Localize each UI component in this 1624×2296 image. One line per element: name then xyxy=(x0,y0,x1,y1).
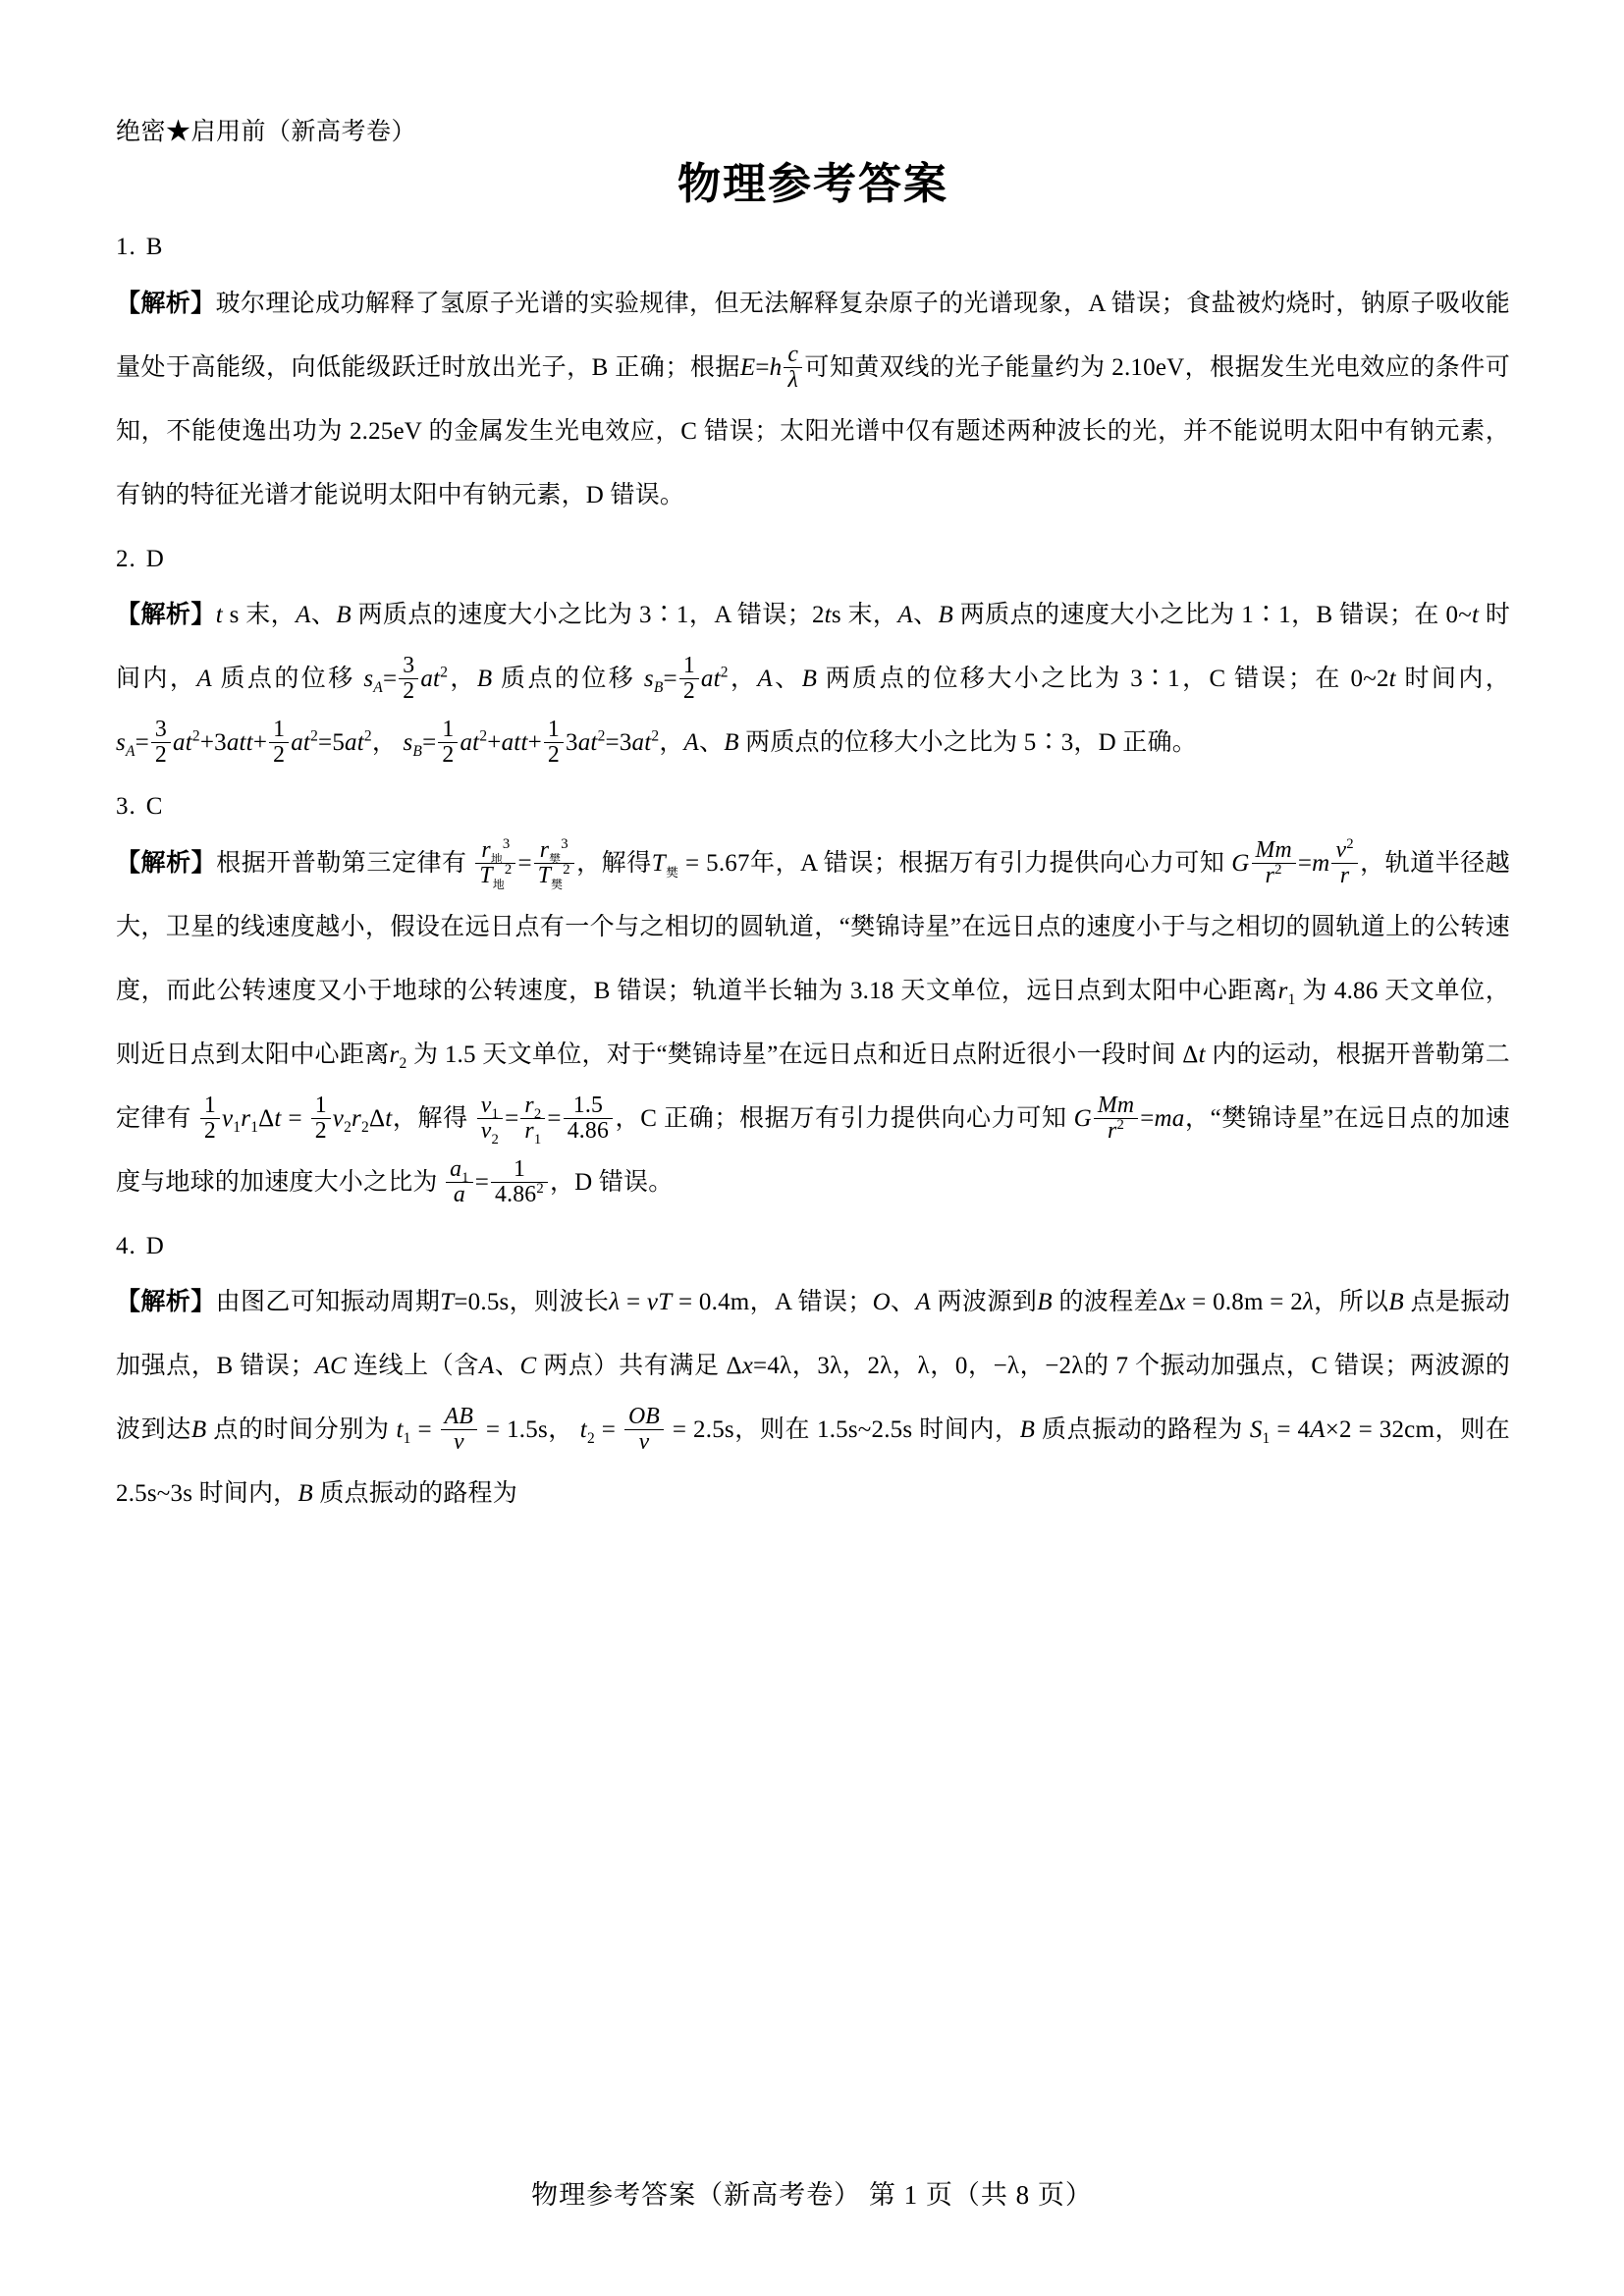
q3-v2: v xyxy=(332,1104,345,1132)
q3-s9: ，“樊锦诗星”在远日点的加速度与地球的加速度大小之比为 xyxy=(116,1104,1510,1196)
q2-frac-1-2c xyxy=(438,718,458,768)
q4-s7: 点是振动加强点，B 错误； xyxy=(116,1289,1510,1379)
q2-exp: 2 xyxy=(310,727,319,745)
q2-t4: t xyxy=(1388,666,1396,692)
q2-t1: t xyxy=(215,602,223,628)
analysis-tag: 【解析】 xyxy=(116,849,217,877)
q4-x1: x xyxy=(1174,1289,1186,1315)
q3-vv1-sub: 1 xyxy=(491,1105,500,1122)
q3-rrr1-sub: 1 xyxy=(533,1131,542,1148)
q3-frac-1-486sq xyxy=(491,1157,548,1207)
q4-s15: 质点振动的路程为 xyxy=(1035,1416,1243,1443)
q2-formula-sB-2t: $s_B=$ $\frac{1}{2}$ $at^2+att+$ $\frac{1}{2}$ $3at^2=3at^2$ xyxy=(403,717,660,769)
q2-s16: 、 xyxy=(699,729,725,756)
q2-B1: B xyxy=(336,602,352,628)
q3-frac-num xyxy=(520,1092,545,1122)
q2-exp: 2 xyxy=(363,727,372,745)
q4-S1-sub: 1 xyxy=(1262,1430,1271,1447)
q3-s8: ，C 正确；根据万有引力提供向心力可知 xyxy=(615,1104,1067,1132)
q2-A5: A xyxy=(683,729,700,756)
q3-vv2: v xyxy=(480,1117,492,1144)
q2-A1: A xyxy=(296,602,311,628)
q2-formula-sB: $s_B=$ $\frac{1}{2}$ $at^2$ xyxy=(643,653,729,705)
q3-frac-half-2 xyxy=(311,1094,331,1144)
security-header: 绝密★启用前（新高考卷） xyxy=(116,119,417,145)
q4-B5: B xyxy=(298,1480,313,1507)
page-title: 物理参考答案 xyxy=(677,159,948,209)
q2-s11: 、 xyxy=(772,666,802,692)
q2-s4: 、 xyxy=(912,602,939,628)
q3-frac-a1-a xyxy=(446,1157,473,1207)
q3-frac-num xyxy=(534,836,574,866)
q4-B1: B xyxy=(1037,1289,1053,1315)
q4-A1: A xyxy=(915,1289,931,1315)
q4-AC: AC xyxy=(314,1353,348,1379)
q2-frac-num: 1 xyxy=(547,717,560,743)
q2-frac-den: 2 xyxy=(679,678,699,704)
q3-t-b: t xyxy=(385,1104,393,1132)
q3-r: r xyxy=(1265,862,1275,888)
question-4-answer: D xyxy=(145,1232,165,1259)
page-content xyxy=(116,118,1510,1525)
q3-frac-num: 1 xyxy=(314,1092,327,1118)
q3-s1: ，解得 xyxy=(575,849,652,877)
question-4-analysis xyxy=(116,1270,1510,1525)
q4-t1: t xyxy=(396,1416,404,1443)
q4-s0: 由图乙可知振动周期 xyxy=(215,1289,441,1315)
q3-frac-num xyxy=(1331,838,1357,863)
q4-t1-sub: 1 xyxy=(403,1430,411,1447)
q4-s2: ，A 错误； xyxy=(749,1289,873,1315)
q3-formula-accel-ratio: $\frac{a_1}{a}$ = $\frac{1}{4.86^2}$ xyxy=(444,1169,550,1196)
q3-rrr1: r xyxy=(524,1117,534,1144)
q3-frac-v1-v2 xyxy=(477,1092,503,1148)
q4-O: O xyxy=(872,1289,891,1315)
q4-lambda: λ xyxy=(609,1289,621,1315)
q4-formula-S1: $S_1 = 4A\times 2 = 32cm$ xyxy=(1249,1416,1435,1447)
q3-frac-den xyxy=(1094,1118,1138,1144)
q3-frac-15-486 xyxy=(564,1094,613,1144)
q4-frac-den: v xyxy=(441,1429,477,1455)
q3-rrr2-sub: 2 xyxy=(533,1105,542,1122)
q3-rb: r xyxy=(1108,1117,1117,1144)
q3-a1: a xyxy=(450,1155,462,1182)
q2-m3: at xyxy=(291,729,311,756)
q1-h: h xyxy=(769,353,783,381)
q3-v1: v xyxy=(222,1104,234,1132)
q3-rr1: r xyxy=(241,1104,251,1132)
q2-at2-a: at xyxy=(420,666,441,692)
q4-s8: 连线上（含 xyxy=(347,1353,479,1379)
q3-frac-den: 4.86$^2$ xyxy=(491,1182,548,1207)
q3-vv2-sub: 2 xyxy=(491,1131,500,1148)
q3-s7: ，解得 xyxy=(392,1104,468,1132)
q3-r2: r xyxy=(389,1041,400,1068)
q3-s0: 根据开普勒第三定律有 xyxy=(216,849,467,877)
question-2-number: 2. xyxy=(116,545,136,572)
q3-ma: ma xyxy=(1154,1104,1185,1132)
q2-s8: ， xyxy=(448,666,477,692)
q3-T-earth: T xyxy=(479,862,493,888)
q4-s14: ，则在 1.5s~2.5s 时间内， xyxy=(733,1416,1020,1443)
question-3-answer: C xyxy=(145,793,164,820)
q4-formula-wavelength: λ = vT = 0.4m xyxy=(609,1289,750,1315)
q3-r1: r xyxy=(1277,977,1288,1004)
q3-exp2: 2 xyxy=(1346,836,1354,852)
q2-s1: 、 xyxy=(310,602,337,628)
q3-period-result: $T_樊 = 5.67$年 xyxy=(651,849,776,880)
q3-frac-v2-r xyxy=(1331,838,1357,888)
q3-exp2: 2 xyxy=(563,861,570,878)
q3-vv1: v xyxy=(480,1092,492,1118)
q1-text-a: 玻尔理论成功解释了氢原子光谱的实验规律，但无法解释复杂原子的光谱现象，A 错误；食盐被灼烧时，钠原子吸收能量处于高能级，向低能级跃迁时放出光子，B 正确；根据 xyxy=(116,290,1510,381)
q3-exp2: 2 xyxy=(1274,861,1282,878)
q2-m7: at xyxy=(577,729,598,756)
q1-frac-num: c xyxy=(787,341,799,367)
q1-frac-den: λ xyxy=(784,367,802,393)
q3-frac-num: 1 xyxy=(513,1155,526,1182)
q2-B3: B xyxy=(476,666,493,692)
q2-frac-num: 1 xyxy=(682,653,695,679)
q4-t2: t xyxy=(579,1416,587,1443)
q4-A3: A xyxy=(1310,1416,1326,1443)
q3-m: m xyxy=(1312,849,1330,877)
q3-s3: ，轨道半径越大，卫星的线速度越小，假设在远日点有一个与之相切的圆轨道，“樊锦诗星”在远日点的速度小于与之相切的圆轨道上的公转速度，而此公转速度又小于地球的公转速度，B 错误；轨道半长轴为 3.18 天文单位，远日点到太阳中心距离 xyxy=(116,849,1510,1004)
q3-frac-den xyxy=(477,1117,503,1148)
q2-m8: at xyxy=(631,729,652,756)
q2-frac-den: 2 xyxy=(151,742,171,768)
q2-t3: t xyxy=(1471,602,1480,628)
q3-s5: 为 1.5 天文单位，对于“樊锦诗星”在远日点和近日点附近很小一段时间 Δ xyxy=(406,1041,1199,1068)
q3-frac-den: a xyxy=(446,1182,473,1207)
q3-rrr2: r xyxy=(524,1092,534,1118)
q4-x2: x xyxy=(741,1353,754,1379)
q4-frac-AB-v xyxy=(441,1405,477,1455)
q3-frac-num xyxy=(475,836,515,866)
q2-s9: 质点的位移 xyxy=(492,666,636,692)
question-1-analysis xyxy=(116,272,1510,527)
q4-lambda2: λ xyxy=(1302,1289,1314,1315)
q3-v: v xyxy=(1335,836,1347,863)
q2-sB-sym: $s_B$ xyxy=(643,666,664,696)
q4-C1: C xyxy=(519,1353,537,1379)
q2-exp: 2 xyxy=(191,727,200,745)
q3-s10: ，D 错误。 xyxy=(549,1168,674,1196)
analysis-tag: 【解析】 xyxy=(116,602,216,628)
question-1-answer: B xyxy=(145,234,164,260)
q3-frac-den xyxy=(1252,863,1296,888)
q2-s2: 两质点的速度大小之比为 3∶1，A 错误；2 xyxy=(351,602,825,628)
q1-eq: = xyxy=(755,353,770,381)
q2-frac-den: 2 xyxy=(438,742,458,768)
q2-frac-num: 3 xyxy=(154,717,167,743)
q2-s6: 时间内， xyxy=(116,602,1511,692)
q3-exp2: 2 xyxy=(1116,1116,1125,1133)
q2-s17: 两质点的位移大小之比为 5∶3，D 正确。 xyxy=(738,729,1197,756)
q3-exp2: 2 xyxy=(504,861,513,878)
q3-sub-fan3: 樊 xyxy=(665,865,679,880)
q3-frac-earth xyxy=(475,836,515,891)
q2-frac-3-2b xyxy=(151,718,171,768)
q2-frac-num: 1 xyxy=(442,717,455,743)
q3-r-fan: r xyxy=(539,836,550,863)
q3-frac-den xyxy=(520,1117,545,1148)
q3-exp3: 3 xyxy=(502,836,511,852)
q3-frac-r2-r1 xyxy=(520,1092,545,1148)
q3-frac-num xyxy=(477,1092,503,1122)
q2-formula-sA: $s_A=$ $\frac{3}{2}$ $at^2$ xyxy=(363,653,449,705)
q3-v1-sub: 1 xyxy=(233,1118,242,1136)
question-2-analysis xyxy=(116,583,1510,774)
q4-frac-num: OB xyxy=(627,1404,661,1430)
q2-B4: B xyxy=(801,666,818,692)
q4-B4: B xyxy=(1019,1416,1036,1443)
q2-A4: A xyxy=(757,666,773,692)
q3-period-value: 5.67年 xyxy=(706,849,776,877)
question-1-answer-line xyxy=(116,229,1510,266)
q3-formula-gravity2: G $\frac{Mm}{r^2}$ =ma xyxy=(1073,1092,1185,1144)
q3-t-a: t xyxy=(274,1104,282,1132)
q2-B5: B xyxy=(724,729,739,756)
q2-exp: 2 xyxy=(479,727,488,745)
page-footer: 物理参考答案（新高考卷） 第 1 页（共 8 页） xyxy=(531,2180,1093,2210)
q3-dt: t xyxy=(1198,1041,1206,1068)
q4-B3: B xyxy=(190,1416,207,1443)
q4-T: T xyxy=(440,1289,455,1315)
question-4-answer-line xyxy=(116,1228,1510,1265)
q2-exp: 2 xyxy=(597,727,606,745)
q2-frac-den: 2 xyxy=(269,742,289,768)
q4-s17: 质点振动的路程为 xyxy=(312,1480,517,1507)
question-3-answer-line xyxy=(116,788,1510,826)
q2-A2: A xyxy=(897,602,913,628)
q2-frac-1-2b xyxy=(269,718,289,768)
q3-s4: 为 4.86 天文单位，则近日点到太阳中心距离 xyxy=(116,977,1510,1068)
q2-exp: 2 xyxy=(651,727,660,745)
q4-frac-OB-v xyxy=(624,1405,664,1455)
question-3-number: 3. xyxy=(116,793,136,820)
q3-r2-sub: 2 xyxy=(399,1054,407,1072)
q4-S1: S xyxy=(1249,1416,1263,1443)
analysis-tag: 【解析】 xyxy=(116,290,216,317)
q4-s11: =4λ，3λ，2λ，λ，0，−λ，−2λ的 7 个振动加强点，C 错误；两波源的波到达 xyxy=(116,1353,1511,1443)
q3-formula-velocity-ratio: $\frac{v_1}{v_2}$ = $\frac{r_2}{r_1}$ = $\frac{1.5}{4.86}$ xyxy=(475,1105,615,1132)
q2-s5: 两质点的速度大小之比为 1∶1，B 错误；在 0~ xyxy=(953,602,1472,628)
q2-m2: att xyxy=(226,729,253,756)
q2-s15: ， xyxy=(659,729,684,756)
q3-s6: 内的运动，根据开普勒第二定律有 xyxy=(116,1041,1511,1132)
question-1-number: 1. xyxy=(116,234,136,260)
q2-m1: at xyxy=(173,729,192,756)
q3-frac-den: 2 xyxy=(200,1118,220,1144)
q4-formula-t1: $t_1$ = $\frac{AB}{v}$ = 1.5s xyxy=(396,1404,548,1456)
q4-t2-sub: 2 xyxy=(586,1430,595,1447)
q1-formula-energy xyxy=(739,341,804,393)
q4-s4: 两波源到 xyxy=(930,1289,1038,1315)
q1-frac-c-lambda xyxy=(784,343,802,393)
q2-t2: t xyxy=(824,602,832,628)
q3-frac-den xyxy=(475,861,515,891)
q3-rr2: r xyxy=(352,1104,361,1132)
q3-formula-kepler3: $\frac{r_地^3}{T_地^2}$ = $\frac{r_樊^3}{T_樊^2}$ xyxy=(473,850,575,877)
q3-frac-den: 4.86 xyxy=(564,1118,613,1144)
q3-T-fan: T xyxy=(537,862,552,888)
q4-s1: =0.5s，则波长 xyxy=(454,1289,610,1315)
question-3-analysis xyxy=(116,831,1510,1214)
q2-frac-1-2 xyxy=(679,654,699,704)
q3-frac-num: Mm xyxy=(1097,1092,1135,1118)
q3-rr2-sub: 2 xyxy=(360,1118,369,1136)
q2-m6: att xyxy=(501,729,528,756)
q2-frac-1-2d xyxy=(544,718,564,768)
q3-a1-sub: 1 xyxy=(461,1169,469,1186)
q3-r1-sub: 1 xyxy=(1287,990,1296,1008)
q2-s12: 两质点的位移大小之比为 3∶1，C 错误；在 0~2 xyxy=(817,666,1389,692)
q2-exp: 2 xyxy=(440,664,449,681)
q3-exp2: 2 xyxy=(536,1180,544,1197)
q3-T-sym: T xyxy=(651,849,666,877)
q4-s10: 两点）共有满足 Δ xyxy=(536,1353,742,1379)
question-4-number: 4. xyxy=(116,1232,136,1259)
q3-frac-num xyxy=(446,1155,473,1186)
q3-sub-fan: 樊 xyxy=(549,851,562,866)
q2-A3: A xyxy=(196,666,212,692)
q3-r-earth: r xyxy=(481,836,491,863)
q3-formula-gravity: G $\frac{Mm}{r^2}$ =m $\frac{v^2}{r}$ xyxy=(1231,850,1360,877)
q3-rr1-sub: 1 xyxy=(250,1118,259,1136)
q3-frac-half-1 xyxy=(200,1094,220,1144)
q3-frac-Mm-r2 xyxy=(1252,838,1296,888)
q3-G: G xyxy=(1231,849,1250,877)
q2-exp: 2 xyxy=(720,664,729,681)
q2-at2-b: at xyxy=(700,666,721,692)
q4-s13: ， xyxy=(547,1416,573,1443)
q4-s3: 、 xyxy=(890,1289,916,1315)
q3-frac-num: 1.5 xyxy=(572,1092,604,1118)
q1-E: E xyxy=(739,353,756,381)
q4-A2: A xyxy=(478,1353,495,1379)
q2-m5: at xyxy=(460,729,480,756)
q4-vT: vT xyxy=(646,1289,673,1315)
q1-text-b: 可知黄双线的光子能量约为 2.10eV，根据发生光电效应的条件可知，不能使逸出功为 2.25eV 的金属发生光电效应，C 错误；太阳光谱中仅有题述两种波长的光，并不能说明太阳中有钠元素，有钠的特征光谱才能说明太阳中有钠元素，D 错误。 xyxy=(116,353,1510,508)
q3-formula-kepler2: $\frac{1}{2}$ $v_1r_1\Delta t$ = $\frac{1}{2}$ $v_2r_2\Delta t$ xyxy=(198,1105,392,1132)
question-2-answer: D xyxy=(145,545,165,572)
q2-sB-sym2: $s_B$ xyxy=(403,729,423,760)
q3-frac-num: Mm xyxy=(1255,836,1292,863)
q3-sub-fan2: 樊 xyxy=(551,877,564,891)
q2-frac-den: 2 xyxy=(399,678,418,704)
q3-frac-num: 1 xyxy=(203,1092,216,1118)
q3-s2: ，A 错误；根据万有引力提供向心力可知 xyxy=(775,849,1225,877)
q2-s3: s 末， xyxy=(831,602,898,628)
analysis-tag: 【解析】 xyxy=(116,1289,216,1315)
q4-s16: ，则在 2.5s~3s 时间内， xyxy=(116,1416,1510,1507)
q3-sub-earth2: 地 xyxy=(492,877,505,891)
q2-s13: 时间内， xyxy=(1395,666,1510,692)
q2-s7: 质点的位移 xyxy=(211,666,355,692)
q2-m4: at xyxy=(345,729,364,756)
q2-s0: s 末， xyxy=(229,602,297,628)
q3-frac-Mm-r2b xyxy=(1094,1094,1138,1144)
q4-frac-num: AB xyxy=(444,1404,474,1430)
q2-B2: B xyxy=(938,602,953,628)
q3-G2: G xyxy=(1073,1104,1092,1132)
q2-formula-sA-2t: $s_A=$ $\frac{3}{2}$ $at^2+3att+$ $\frac{1}{2}$ $at^2=5at^2$ xyxy=(116,717,372,769)
q4-frac-den: v xyxy=(624,1429,664,1455)
q3-v2-sub: 2 xyxy=(344,1118,352,1136)
q2-frac-num: 3 xyxy=(403,653,415,679)
q3-frac-den xyxy=(534,861,574,891)
q3-sub-earth: 地 xyxy=(490,851,503,866)
q2-s14: ， xyxy=(371,729,398,756)
q2-sA-sym: $s_A$ xyxy=(363,666,383,696)
q4-s12: 点的时间分别为 xyxy=(206,1416,390,1443)
question-2-answer-line xyxy=(116,541,1510,578)
q3-frac-den: r xyxy=(1331,863,1357,888)
q3-frac-den: 2 xyxy=(311,1118,331,1144)
q3-exp3: 3 xyxy=(561,836,568,852)
q4-formula-path-diff: Δx = 0.8m = 2λ xyxy=(1158,1289,1314,1315)
q2-frac-den: 2 xyxy=(544,742,564,768)
q2-sA-sym2: $s_A$ xyxy=(116,729,135,760)
q2-frac-num: 1 xyxy=(273,717,286,743)
q2-frac-3-2 xyxy=(399,654,418,704)
q2-s10: ， xyxy=(728,666,758,692)
q3-frac-fan xyxy=(534,836,574,891)
q4-formula-t2: $t_2$ = $\frac{OB}{v}$ = 2.5s xyxy=(579,1404,734,1456)
q4-s6: ，所以 xyxy=(1313,1289,1389,1315)
q4-B2: B xyxy=(1388,1289,1404,1315)
q4-s5: 的波程差 xyxy=(1052,1289,1159,1315)
q4-s9: 、 xyxy=(494,1353,520,1379)
